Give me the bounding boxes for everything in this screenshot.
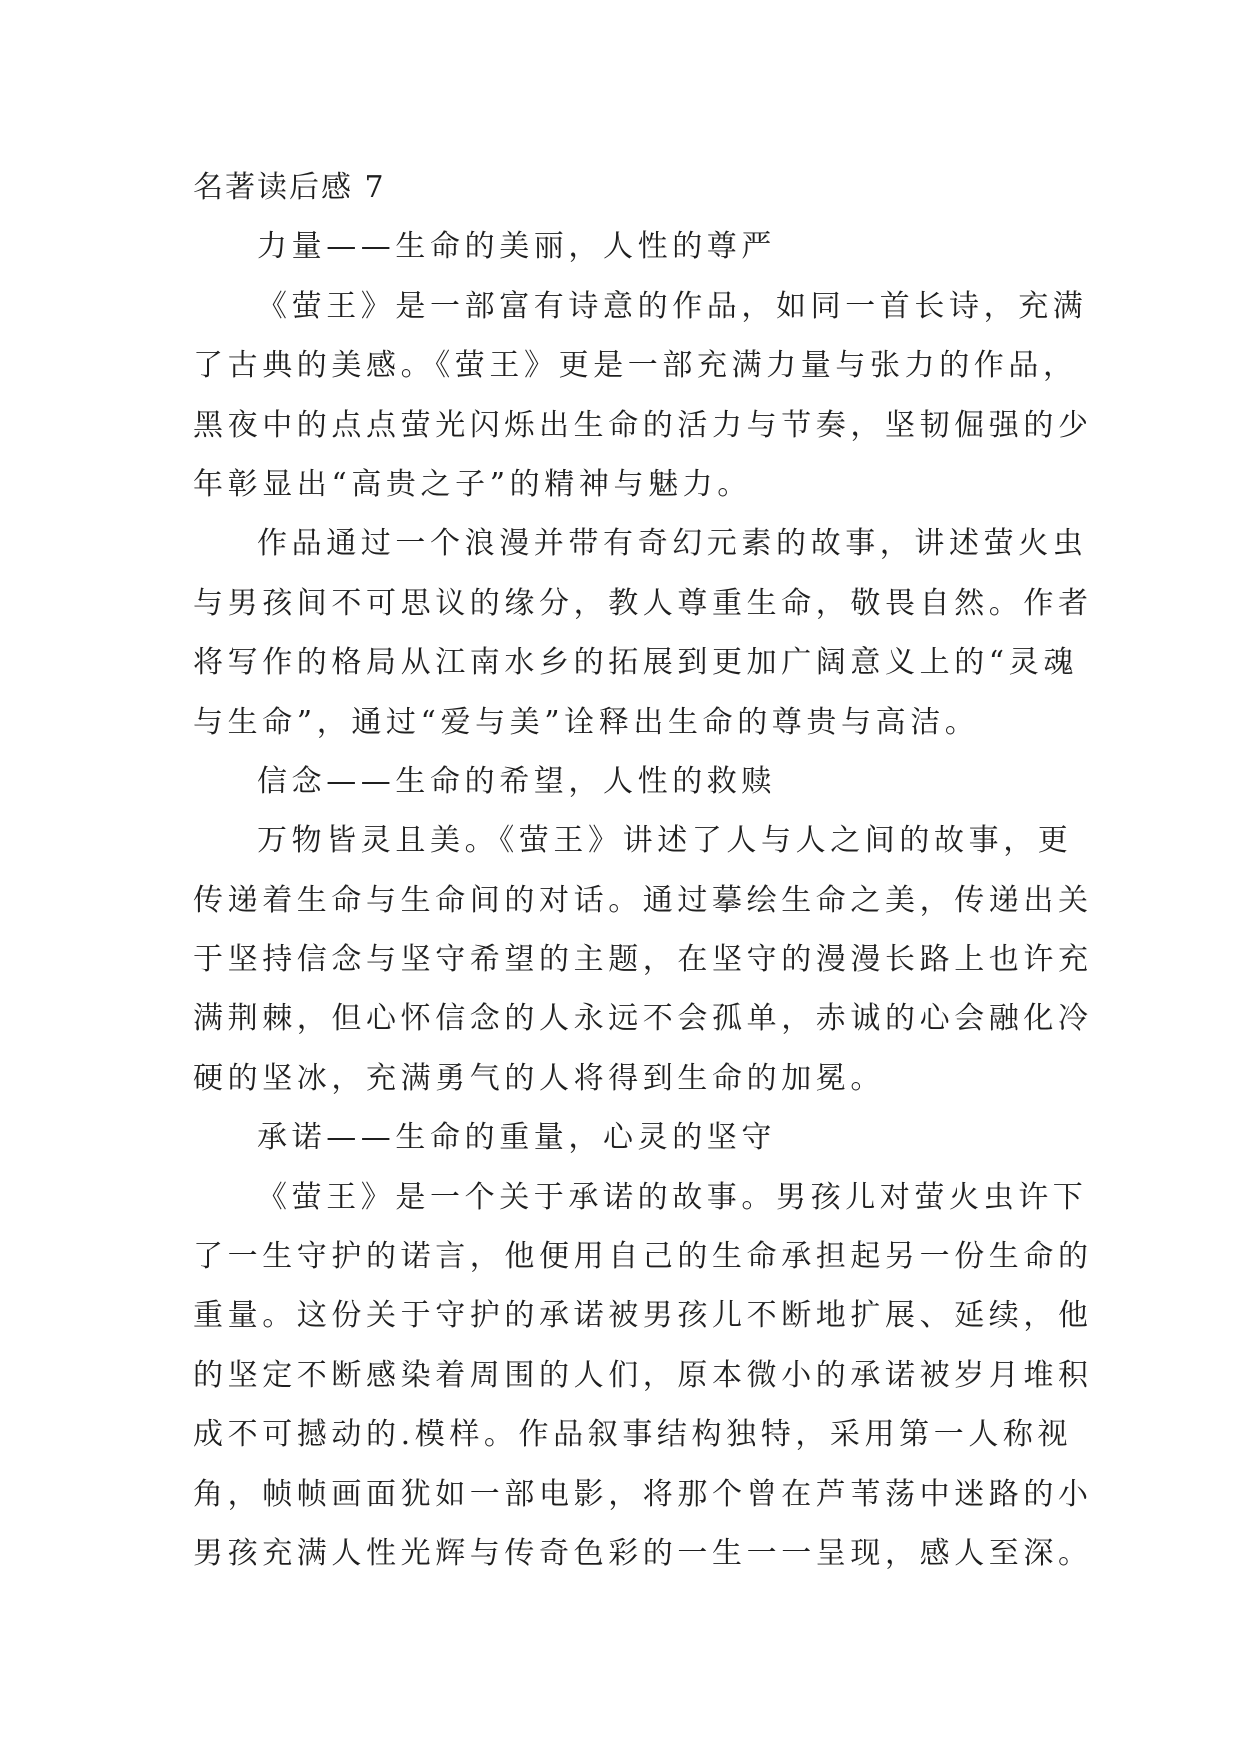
text-line: 满荆棘，但心怀信念的人永远不会孤单，赤诚的心会融化冷 <box>193 1001 1093 1037</box>
text-line: 传递着生命与生命间的对话。通过摹绘生命之美，传递出关 <box>193 882 1093 918</box>
text-line: 重量。这份关于守护的承诺被男孩儿不断地扩展、延续，他 <box>193 1298 1093 1334</box>
text-line: 年彰显出“高贵之子”的精神与魅力。 <box>193 466 752 502</box>
text-line: 与男孩间不可思议的缘分，教人尊重生命，敬畏自然。作者 <box>193 585 1093 621</box>
text-line: 角，帧帧画面犹如一部电影，将那个曾在芦苇荡中迷路的小 <box>193 1476 1093 1512</box>
text-line: 黑夜中的点点萤光闪烁出生命的活力与节奏，坚韧倔强的少 <box>193 407 1093 443</box>
text-line: 将写作的格局从江南水乡的拓展到更加广阔意义上的“灵魂 <box>193 645 1078 681</box>
text-line: 作品通过一个浪漫并带有奇幻元素的故事，讲述萤火虫 <box>257 526 1088 562</box>
text-line: 于坚持信念与坚守希望的主题，在坚守的漫漫长路上也许充 <box>193 942 1093 978</box>
text-line: 《萤王》是一个关于承诺的故事。男孩儿对萤火虫许下 <box>257 1179 1088 1215</box>
document-body <box>193 158 1093 1583</box>
text-line: 硬的坚冰，充满勇气的人将得到生命的加冕。 <box>193 1060 885 1096</box>
text-line: 了古典的美感。《萤王》更是一部充满力量与张力的作品， <box>193 348 1078 384</box>
text-line: 万物皆灵且美。《萤王》讲述了人与人之间的故事，更 <box>257 823 1073 859</box>
text-line: 信念——生命的希望，人性的救赎 <box>257 763 776 799</box>
document-title: 名著读后感 7 <box>193 170 386 205</box>
text-line: 与生命”，通过“爱与美”诠释出生命的尊贵与高洁。 <box>193 704 980 740</box>
text-line: 力量——生命的美丽，人性的尊严 <box>257 229 776 265</box>
text-line: 《萤王》是一部富有诗意的作品，如同一首长诗，充满 <box>257 288 1088 324</box>
text-line: 男孩充满人性光辉与传奇色彩的一生一一呈现，感人至深。 <box>193 1535 1093 1571</box>
text-line: 了一生守护的诺言，他便用自己的生命承担起另一份生命的 <box>193 1239 1093 1275</box>
text-line: 承诺——生命的重量，心灵的坚守 <box>257 1120 776 1156</box>
text-line: 的坚定不断感染着周围的人们，原本微小的承诺被岁月堆积 <box>193 1357 1093 1393</box>
text-line: 成不可撼动的.模样。作品叙事结构独特，采用第一人称视 <box>193 1417 1073 1453</box>
